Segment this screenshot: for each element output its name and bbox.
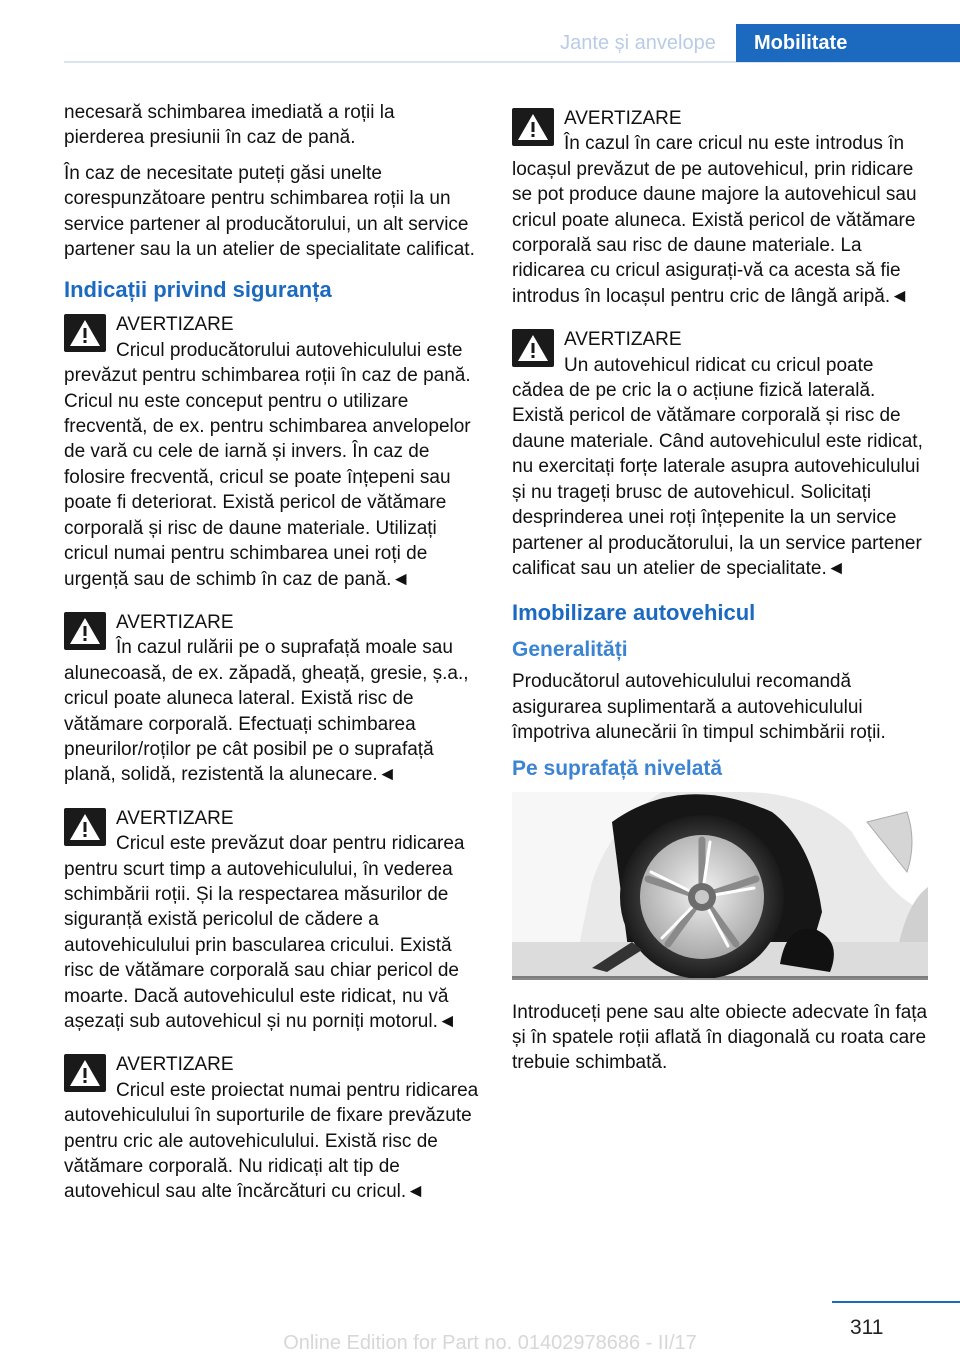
warning-title: AVERTIZARE (116, 1054, 234, 1076)
warning-icon (64, 314, 106, 352)
warning-text: În cazul rulării pe o suprafață moale sau alunecoasă, de ex. zăpadă, gheață, gresie, ș.a., cricul poate aluneca lateral. Există risc de vătămare corporală. Efectuați schimbarea pneurilor/roților pe cât posibil pe o suprafață plană, solidă, rezistentă la alunecare.◄ (64, 637, 469, 786)
warning-title: AVERTIZARE (564, 108, 682, 129)
warning-text: În cazul în care cricul nu este introdus în locașul prevăzut de pe autovehicul, prin ridicare se pot produce daune majore la autovehicul sau cricul poate aluneca. Există pericol de vătămare corporală sau risc de daune materiale. La ridicarea cu cricul asigurați-vă ca acesta să fie introdus în locașul pentru cric de lângă aripă.◄ (512, 133, 917, 307)
warning-text: Cricul este proiectat numai pentru ridicarea autovehiculului în suporturile de fixare prevăzute pentru cric ale autovehiculului. Există risc de vătămare corporală. Nu ridicați alt tip de autovehicul sau alte încărcături cu cricul.◄ (64, 1079, 479, 1203)
wheel-chock-illustration (512, 792, 928, 980)
warning-icon (512, 329, 554, 367)
warning-icon (64, 808, 106, 846)
footer-edition: Online Edition for Part no. 01402978686 - II/17 (283, 1332, 697, 1354)
warning-text: Cricul producătorului autovehiculului este prevăzut pentru schimbarea roții în caz de pană. Cricul nu este conceput pentru o utilizare frecventă, de ex. pentru schimbarea anvelopelor de vară cu cele de iarnă și invers. În caz de folosire frecventă, cricul se poate înțepeni sau poate fi deteriorat. Există pericol de vătămare corporală și risc de daune materiale. Utilizați cricul numai pentru schimbarea unei roți de urgență sau de schimb în caz de pană.◄ (64, 339, 471, 590)
subsection-heading: Pe suprafață nivelată (512, 756, 723, 780)
page-number-rule (832, 1301, 960, 1303)
warning-title: AVERTIZARE (564, 329, 682, 351)
right-column (512, 100, 928, 1086)
warning-block (64, 1052, 480, 1204)
warning-block (64, 806, 480, 1035)
subsection-heading: Generalități (512, 638, 628, 662)
warning-block (64, 312, 480, 591)
warning-icon (64, 612, 106, 650)
warning-text: Un autovehicul ridicat cu cricul poate cădea de pe cric la o acțiune fizică laterală. Există pericol de vătămare corporală și risc de daune materiale. Când autovehiculul este ridicat, nu exercitați forțe laterale asupra autovehiculului și nu trageți brusc de autovehicul. Solicitați desprinderea unei roți înțepenite la un service partener al producătorului, la un service partener calificat sau un atelier de specialitate.◄ (512, 354, 923, 579)
warning-block (512, 106, 928, 309)
section-heading: Indicații privind siguranța (64, 277, 332, 303)
warning-block (64, 610, 480, 788)
paragraph: Producătorul autovehiculului recomandă asigurarea suplimentară a autovehiculului împotriva alunecării în timpul schimbării roții. (512, 671, 886, 744)
paragraph: În caz de necesitate puteți găsi unelte corespunzătoare pentru schimbarea roții la un service partener al producătorului, un alt service partener sau la un atelier de specialitate calificat. (64, 162, 475, 261)
warning-title: AVERTIZARE (116, 611, 234, 633)
warning-title: AVERTIZARE (116, 314, 234, 336)
warning-title: AVERTIZARE (116, 807, 234, 829)
warning-icon (64, 1054, 106, 1092)
warning-block (512, 327, 928, 581)
paragraph: necesară schimbarea imediată a roții la pierderea presiunii în caz de pană. (64, 102, 395, 149)
warning-text: Cricul este prevăzut doar pentru ridicarea pentru scurt timp a autovehiculului, în vederea schimbării roții. Și la respectarea măsurilor de siguranță există pericolul de cădere a autovehiculului prin bascularea cricului. Există risc de vătămare corporală sau chiar pericol de moarte. Dacă autovehiculul este ridicat, nu vă așezați sub autovehicul și nu porniți motorul.◄ (64, 833, 465, 1032)
header-chapter-tab[interactable]: Mobilitate (736, 24, 960, 62)
header-section-label[interactable]: Jante și anvelope (560, 32, 716, 54)
left-column (64, 100, 480, 1223)
page-number: 311 (850, 1316, 884, 1339)
paragraph: Introduceți pene sau alte obiecte adecvate în fața și în spatele roții aflată în diagonală cu roata care trebuie schimbată. (512, 1001, 928, 1074)
section-heading: Imobilizare autovehicul (512, 600, 756, 626)
warning-icon (512, 108, 554, 146)
